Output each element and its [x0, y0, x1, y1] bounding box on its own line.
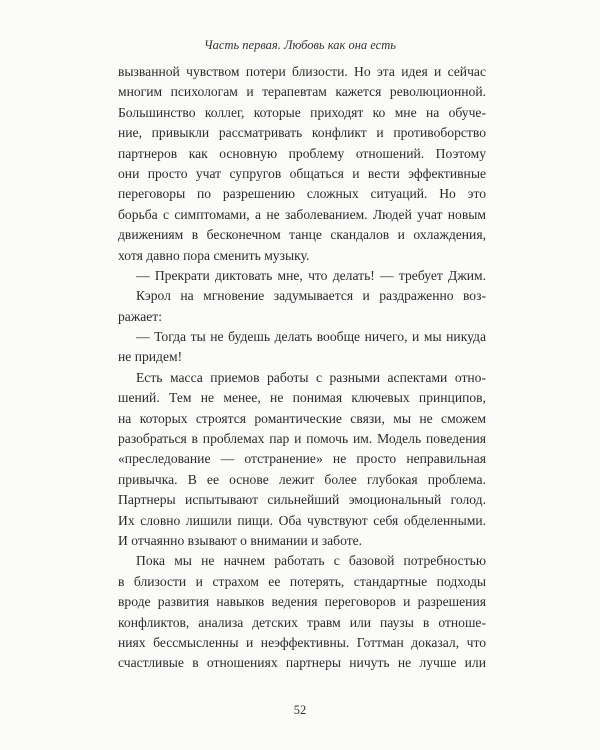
- text-line: — Тогда ты не будешь делать вообще ничего, и мы никуда: [136, 329, 486, 345]
- text-line: они просто учат супругов общаться и вести эффективные: [118, 165, 486, 181]
- text-line: ниях бессмысленны и неэффективны. Готтман доказал, что: [118, 634, 486, 650]
- text-line: «преследование — отстранение» не просто неправильная: [118, 451, 486, 467]
- text-line: ражает:: [118, 308, 163, 324]
- text-line: Есть масса приемов работы с разными аспектами отно-: [136, 369, 486, 385]
- text-line: на которых строятся романтические связи, мы не сможем: [118, 410, 486, 426]
- text-line: шений. Тем не менее, не понимая ключевых принципов,: [118, 390, 486, 406]
- text-line: счастливые в отношениях партнеры ничуть не лучше или: [118, 655, 486, 671]
- text-line: в близости и страхом ее потерять, стандартные подходы: [118, 573, 486, 589]
- text-line: хотя давно пора сменить музыку.: [118, 247, 310, 263]
- text-line: вроде развития навыков ведения переговоров и разрешения: [118, 594, 486, 610]
- text-line: И отчаянно взывают о внимании и заботе.: [118, 532, 363, 548]
- text-line: привычка. В ее основе лежит более глубокая проблема.: [118, 471, 486, 487]
- text-line: ние, привыкли рассматривать конфликт и противоборство: [118, 125, 486, 141]
- text-line: Большинство коллег, которые приходят ко мне на обуче-: [118, 104, 486, 120]
- text-line: борьба с симптомами, а не заболеванием. Людей учат новым: [118, 206, 486, 222]
- body-text: [118, 62, 486, 674]
- running-head: Часть первая. Любовь как она есть: [204, 38, 396, 52]
- text-line: вызванной чувством потери близости. Но эта идея и сейчас: [118, 64, 486, 79]
- text-line: Их словно лишили пищи. Оба чувствуют себя обделенными.: [118, 512, 486, 528]
- text-line: разобраться в проблемах пар и помочь им. Модель поведения: [118, 431, 486, 447]
- page-number: 52: [293, 703, 307, 717]
- text-line: Кэрол на мгновение задумывается и раздраженно воз-: [136, 288, 486, 304]
- text-line: многим психологам и терапевтам кажется революционной.: [118, 84, 486, 100]
- text-line: не придем!: [118, 349, 183, 365]
- text-line: конфликтов, анализа детских травм или паузы в отноше-: [118, 614, 486, 630]
- text-line: Партнеры испытывают сильнейший эмоциональный голод.: [118, 492, 486, 508]
- text-line: Пока мы не начнем работать с базовой потребностью: [136, 553, 486, 569]
- text-line: партнеров как основную проблему отношений. Поэтому: [118, 145, 486, 161]
- text-line: движениям в бесконечном танце скандалов и охлаждения,: [118, 227, 486, 243]
- text-line: переговоры по разрешению сложных ситуаций. Но это: [118, 186, 486, 202]
- text-line: — Прекрати диктовать мне, что делать! — требует Джим.: [136, 267, 486, 283]
